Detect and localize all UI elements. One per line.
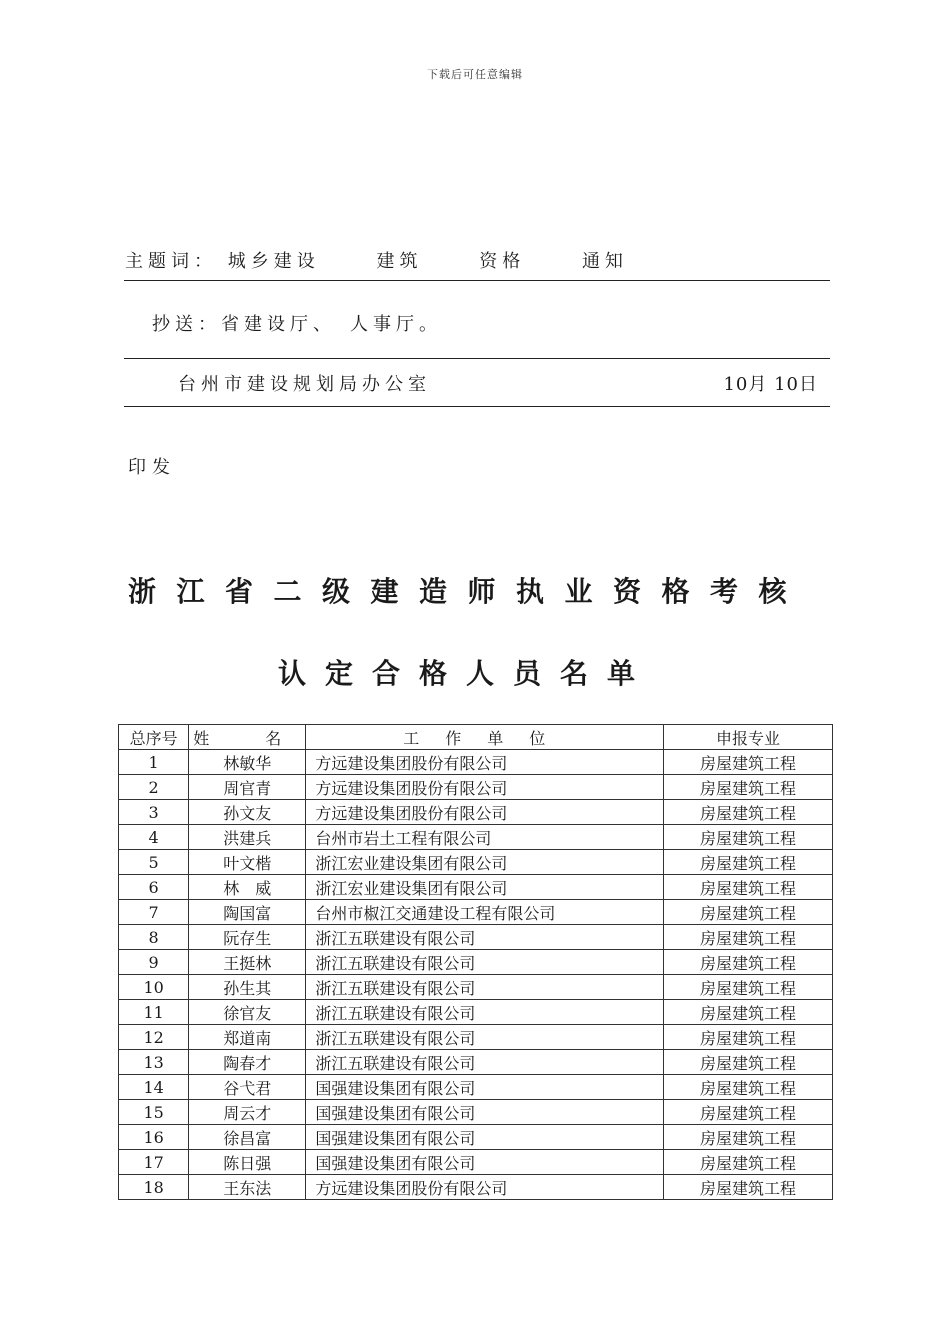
cell-employer: 台州市椒江交通建设工程有限公司: [306, 900, 664, 925]
table-row: [119, 1025, 833, 1050]
cell-serial-number: 11: [119, 1000, 189, 1025]
cell-specialty: 房屋建筑工程: [664, 850, 833, 875]
cell-employer: 浙江宏业建设集团有限公司: [306, 875, 664, 900]
cell-serial-number: 5: [119, 850, 189, 875]
cell-serial-number: 14: [119, 1075, 189, 1100]
cell-employer: 国强建设集团有限公司: [306, 1125, 664, 1150]
table-row: [119, 975, 833, 1000]
table-row: [119, 1075, 833, 1100]
cell-specialty: 房屋建筑工程: [664, 1100, 833, 1125]
cell-serial-number: 6: [119, 875, 189, 900]
cell-specialty: 房屋建筑工程: [664, 825, 833, 850]
cell-employer: 方远建设集团股份有限公司: [306, 800, 664, 825]
cell-serial-number: 3: [119, 800, 189, 825]
cell-name: 林敏华: [189, 750, 306, 775]
table-row: [119, 750, 833, 775]
cell-name: 叶文楷: [189, 850, 306, 875]
cell-employer: 浙江五联建设有限公司: [306, 925, 664, 950]
cell-serial-number: 1: [119, 750, 189, 775]
table-row: [119, 775, 833, 800]
cell-specialty: 房屋建筑工程: [664, 800, 833, 825]
subject-keyword: 资格: [479, 251, 526, 272]
cell-employer: 浙江五联建设有限公司: [306, 1025, 664, 1050]
cell-specialty: 房屋建筑工程: [664, 750, 833, 775]
issuer-line: [178, 370, 818, 396]
cell-name: 陶国富: [189, 900, 306, 925]
cell-name: 谷弋君: [189, 1075, 306, 1100]
cell-employer: 浙江五联建设有限公司: [306, 975, 664, 1000]
cell-employer: 浙江五联建设有限公司: [306, 1000, 664, 1025]
table-row: [119, 800, 833, 825]
cell-name: 陶春才: [189, 1050, 306, 1075]
cell-employer: 国强建设集团有限公司: [306, 1150, 664, 1175]
cc-label: 抄送：: [152, 314, 221, 335]
table-row: [119, 875, 833, 900]
subject-keyword: 通知: [581, 251, 628, 272]
cell-name: 周官青: [189, 775, 306, 800]
table-row: [119, 825, 833, 850]
table-row: [119, 950, 833, 975]
cell-employer: 台州市岩土工程有限公司: [306, 825, 664, 850]
cc-recipients: 省建设厅、 人事厅。: [221, 314, 442, 335]
table-row: [119, 925, 833, 950]
table-row: [119, 850, 833, 875]
issue-date: 10月 10日: [723, 374, 818, 395]
divider: [124, 406, 830, 407]
cell-specialty: 房屋建筑工程: [664, 1000, 833, 1025]
subject-keyword: 城乡建设: [227, 251, 320, 272]
cell-employer: 国强建设集团有限公司: [306, 1100, 664, 1125]
subject-label: 主题词：: [125, 251, 217, 272]
header-employer: 工作单位: [306, 725, 664, 750]
cell-employer: 方远建设集团股份有限公司: [306, 775, 664, 800]
header-specialty: 申报专业: [664, 725, 833, 750]
cell-name: 孙生其: [189, 975, 306, 1000]
roster-table: [118, 724, 833, 1200]
cell-specialty: 房屋建筑工程: [664, 1175, 833, 1200]
subject-keywords-line: [125, 247, 830, 273]
cell-name: 徐昌富: [189, 1125, 306, 1150]
table-row: [119, 900, 833, 925]
cell-employer: 浙江五联建设有限公司: [306, 950, 664, 975]
cell-name: 王挺林: [189, 950, 306, 975]
table-row: [119, 1000, 833, 1025]
cell-name: 郑道南: [189, 1025, 306, 1050]
cell-name: 徐官友: [189, 1000, 306, 1025]
table-row: [119, 1050, 833, 1075]
cell-specialty: 房屋建筑工程: [664, 1125, 833, 1150]
header-serial-number: 总序号: [119, 725, 189, 750]
cell-employer: 方远建设集团股份有限公司: [306, 750, 664, 775]
issued-label: 印发: [128, 457, 176, 478]
cell-specialty: 房屋建筑工程: [664, 1075, 833, 1100]
document-title-line-1: 浙江省二级建造师执业资格考核: [128, 575, 808, 608]
header-name: 姓 名: [189, 725, 306, 750]
cell-serial-number: 18: [119, 1175, 189, 1200]
cell-serial-number: 12: [119, 1025, 189, 1050]
table-row: [119, 1150, 833, 1175]
cell-specialty: 房屋建筑工程: [664, 900, 833, 925]
cell-serial-number: 13: [119, 1050, 189, 1075]
cell-employer: 浙江五联建设有限公司: [306, 1050, 664, 1075]
cell-specialty: 房屋建筑工程: [664, 975, 833, 1000]
cell-employer: 浙江宏业建设集团有限公司: [306, 850, 664, 875]
cell-serial-number: 9: [119, 950, 189, 975]
cell-serial-number: 17: [119, 1150, 189, 1175]
subject-keyword: 建筑: [376, 251, 423, 272]
cell-name: 周云才: [189, 1100, 306, 1125]
cell-name: 孙文友: [189, 800, 306, 825]
table-row: [119, 1125, 833, 1150]
table-row: [119, 1175, 833, 1200]
cell-name: 阮存生: [189, 925, 306, 950]
cell-serial-number: 15: [119, 1100, 189, 1125]
page-header-note: 下载后可任意编辑: [427, 68, 523, 81]
cell-employer: 方远建设集团股份有限公司: [306, 1175, 664, 1200]
cell-serial-number: 10: [119, 975, 189, 1000]
cell-serial-number: 4: [119, 825, 189, 850]
cell-employer: 国强建设集团有限公司: [306, 1075, 664, 1100]
cell-serial-number: 8: [119, 925, 189, 950]
cell-specialty: 房屋建筑工程: [664, 1150, 833, 1175]
issuer-office: 台州市建设规划局办公室: [178, 374, 431, 395]
cell-name: 林 威: [189, 875, 306, 900]
cell-serial-number: 16: [119, 1125, 189, 1150]
cell-name: 王东法: [189, 1175, 306, 1200]
table-header-row: [119, 725, 833, 750]
cell-name: 洪建兵: [189, 825, 306, 850]
cell-serial-number: 7: [119, 900, 189, 925]
cell-specialty: 房屋建筑工程: [664, 775, 833, 800]
cell-specialty: 房屋建筑工程: [664, 1025, 833, 1050]
cell-specialty: 房屋建筑工程: [664, 875, 833, 900]
document-title-line-2: 认定合格人员名单: [278, 657, 655, 690]
table-row: [119, 1100, 833, 1125]
divider: [124, 358, 830, 359]
cell-specialty: 房屋建筑工程: [664, 1050, 833, 1075]
cell-serial-number: 2: [119, 775, 189, 800]
divider: [124, 280, 830, 281]
cell-name: 陈日强: [189, 1150, 306, 1175]
cell-specialty: 房屋建筑工程: [664, 950, 833, 975]
cc-line: [152, 310, 857, 336]
cell-specialty: 房屋建筑工程: [664, 925, 833, 950]
